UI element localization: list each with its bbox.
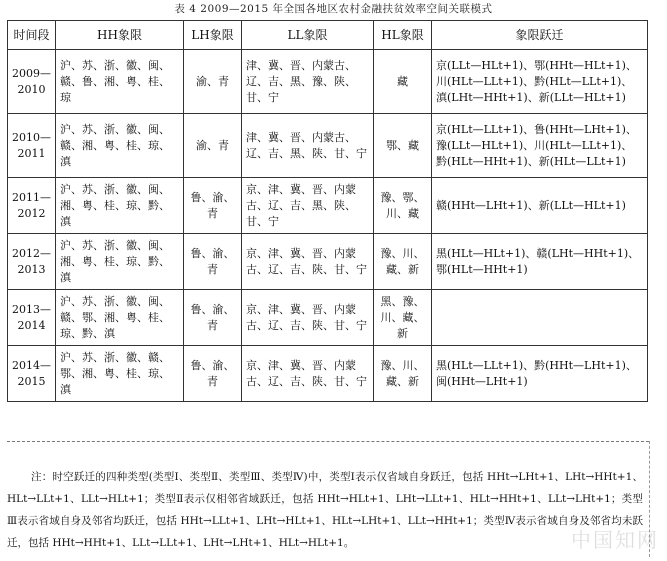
header-hh: HH象限: [56, 21, 184, 50]
table-row: [8, 178, 648, 234]
cell-ll: 京、津、冀、晋、内蒙古、辽、吉、陕、甘、宁: [242, 234, 374, 290]
watermark: 中国知网: [571, 528, 659, 552]
table-row: [8, 234, 648, 290]
cell-hh: 沪、苏、浙、徽、赣、鄂、湘、粤、桂、琼、滇: [56, 346, 184, 402]
cell-hh: 沪、苏、浙、徽、闽、湘、粤、桂、琼、黔、滇: [56, 178, 184, 234]
cell-ll: 京、津、冀、晋、内蒙古、辽、吉、陕、甘、宁: [242, 290, 374, 346]
header-jump: 象限跃迁: [432, 21, 648, 50]
cell-jump: [432, 290, 648, 346]
cell-period: 2014—2015: [8, 346, 56, 402]
data-table: [7, 20, 648, 402]
header-hl: HL象限: [374, 21, 432, 50]
cell-lh: 鲁、渝、青: [184, 290, 242, 346]
cell-jump: 京(LLt—HLt+1)、鄂(HHt—HLt+1)、川(HLt—LLt+1)、黔(HLt—LLt+1)、滇(LHt—HHt+1)、新(LLt—HLt+1): [432, 50, 648, 114]
cell-period: 2010—2011: [8, 114, 56, 178]
cell-jump: 赣(HHt—LHt+1)、新(LLt—HLt+1): [432, 178, 648, 234]
cell-period: 2009—2010: [8, 50, 56, 114]
cell-lh: 鲁、渝、青: [184, 178, 242, 234]
cell-ll: 京、津、冀、晋、内蒙古、辽、吉、黑、陕、甘、宁: [242, 178, 374, 234]
cell-hh: 沪、苏、浙、徽、闽、赣、鄂、湘、粤、桂、琼、黔、滇: [56, 290, 184, 346]
table-row: [8, 114, 648, 178]
cell-hh: 沪、苏、浙、徽、闽、赣、鲁、湘、粤、桂、琼: [56, 50, 184, 114]
cell-hl: 豫、鄂、川、藏: [374, 178, 432, 234]
header-lh: LH象限: [184, 21, 242, 50]
cell-ll: 津、冀、晋、内蒙古、辽、吉、黑、陕、甘、宁: [242, 114, 374, 178]
cell-lh: 渝、青: [184, 50, 242, 114]
cell-lh: 鲁、渝、青: [184, 234, 242, 290]
header-period: 时间段: [8, 21, 56, 50]
cell-ll: 京、津、冀、晋、内蒙古、辽、吉、陕、甘、宁: [242, 346, 374, 402]
cell-hl: 鄂、藏: [374, 114, 432, 178]
cell-hl: 藏: [374, 50, 432, 114]
table-title: 表 4 2009—2015 年全国各地区农村金融扶贫效率空间关联模式: [174, 3, 493, 15]
cell-period: 2013—2014: [8, 290, 56, 346]
cell-hl: 豫、川、藏、新: [374, 346, 432, 402]
cell-jump: 京(HLt—LLt+1)、鲁(HHt—LHt+1)、豫(LLt—HLt+1)、川(HLt—LLt+1)、黔(HLt—HHt+1)、新(HLt—LLt+1): [432, 114, 648, 178]
cell-jump: 黑(HLt—LLt+1)、黔(HHt—LHt+1)、闽(HHt—LHt+1): [432, 346, 648, 402]
cell-hl: 黑、豫、川、藏、新: [374, 290, 432, 346]
divider: [7, 441, 649, 442]
cell-jump: 黑(HLt—HLt+1)、赣(LHt—HHt+1)、鄂(HLt—HHt+1): [432, 234, 648, 290]
cell-lh: 鲁、渝、青: [184, 346, 242, 402]
table-row: [8, 346, 648, 402]
cell-period: 2012—2013: [8, 234, 56, 290]
table-row: [8, 290, 648, 346]
table-row: [8, 50, 648, 114]
cell-hl: 豫、川、藏、新: [374, 234, 432, 290]
cell-period: 2011—2012: [8, 178, 56, 234]
header-row: [8, 21, 648, 50]
header-ll: LL象限: [242, 21, 374, 50]
cell-hh: 沪、苏、浙、徽、闽、湘、粤、桂、琼、黔、滇: [56, 234, 184, 290]
table-note: 注：时空跃迁的四种类型(类型Ⅰ、类型Ⅱ、类型Ⅲ、类型Ⅳ)中，类型Ⅰ表示仅省域自身跃迁，包括 HHt→LHt+1、LHt→HHt+1、HLt→LLt+1、LLt→HLt+1；类型Ⅱ表示仅相邻省域跃迁，包括 HHt→HLt+1、LHt→LLt+1、HLt→HHt+1、LLt→LHt+1；类型Ⅲ表示省域自身及邻省均跃迁，包括 HHt→LLt+1、LHt→HLt+1、HLt→LHt+1、LLt→HHt+1；类型Ⅳ表示省域自身及邻省均未跃迁，包括 HHt→HHt+1、LLt→LLt+1、LHt→LHt+1、HLt→HLt+1。: [7, 471, 643, 549]
cell-ll: 津、冀、晋、内蒙古、辽、吉、黑、豫、陕、甘、宁: [242, 50, 374, 114]
cell-lh: 渝、青: [184, 114, 242, 178]
cell-hh: 沪、苏、浙、徽、闽、赣、湘、粤、桂、琼、滇: [56, 114, 184, 178]
